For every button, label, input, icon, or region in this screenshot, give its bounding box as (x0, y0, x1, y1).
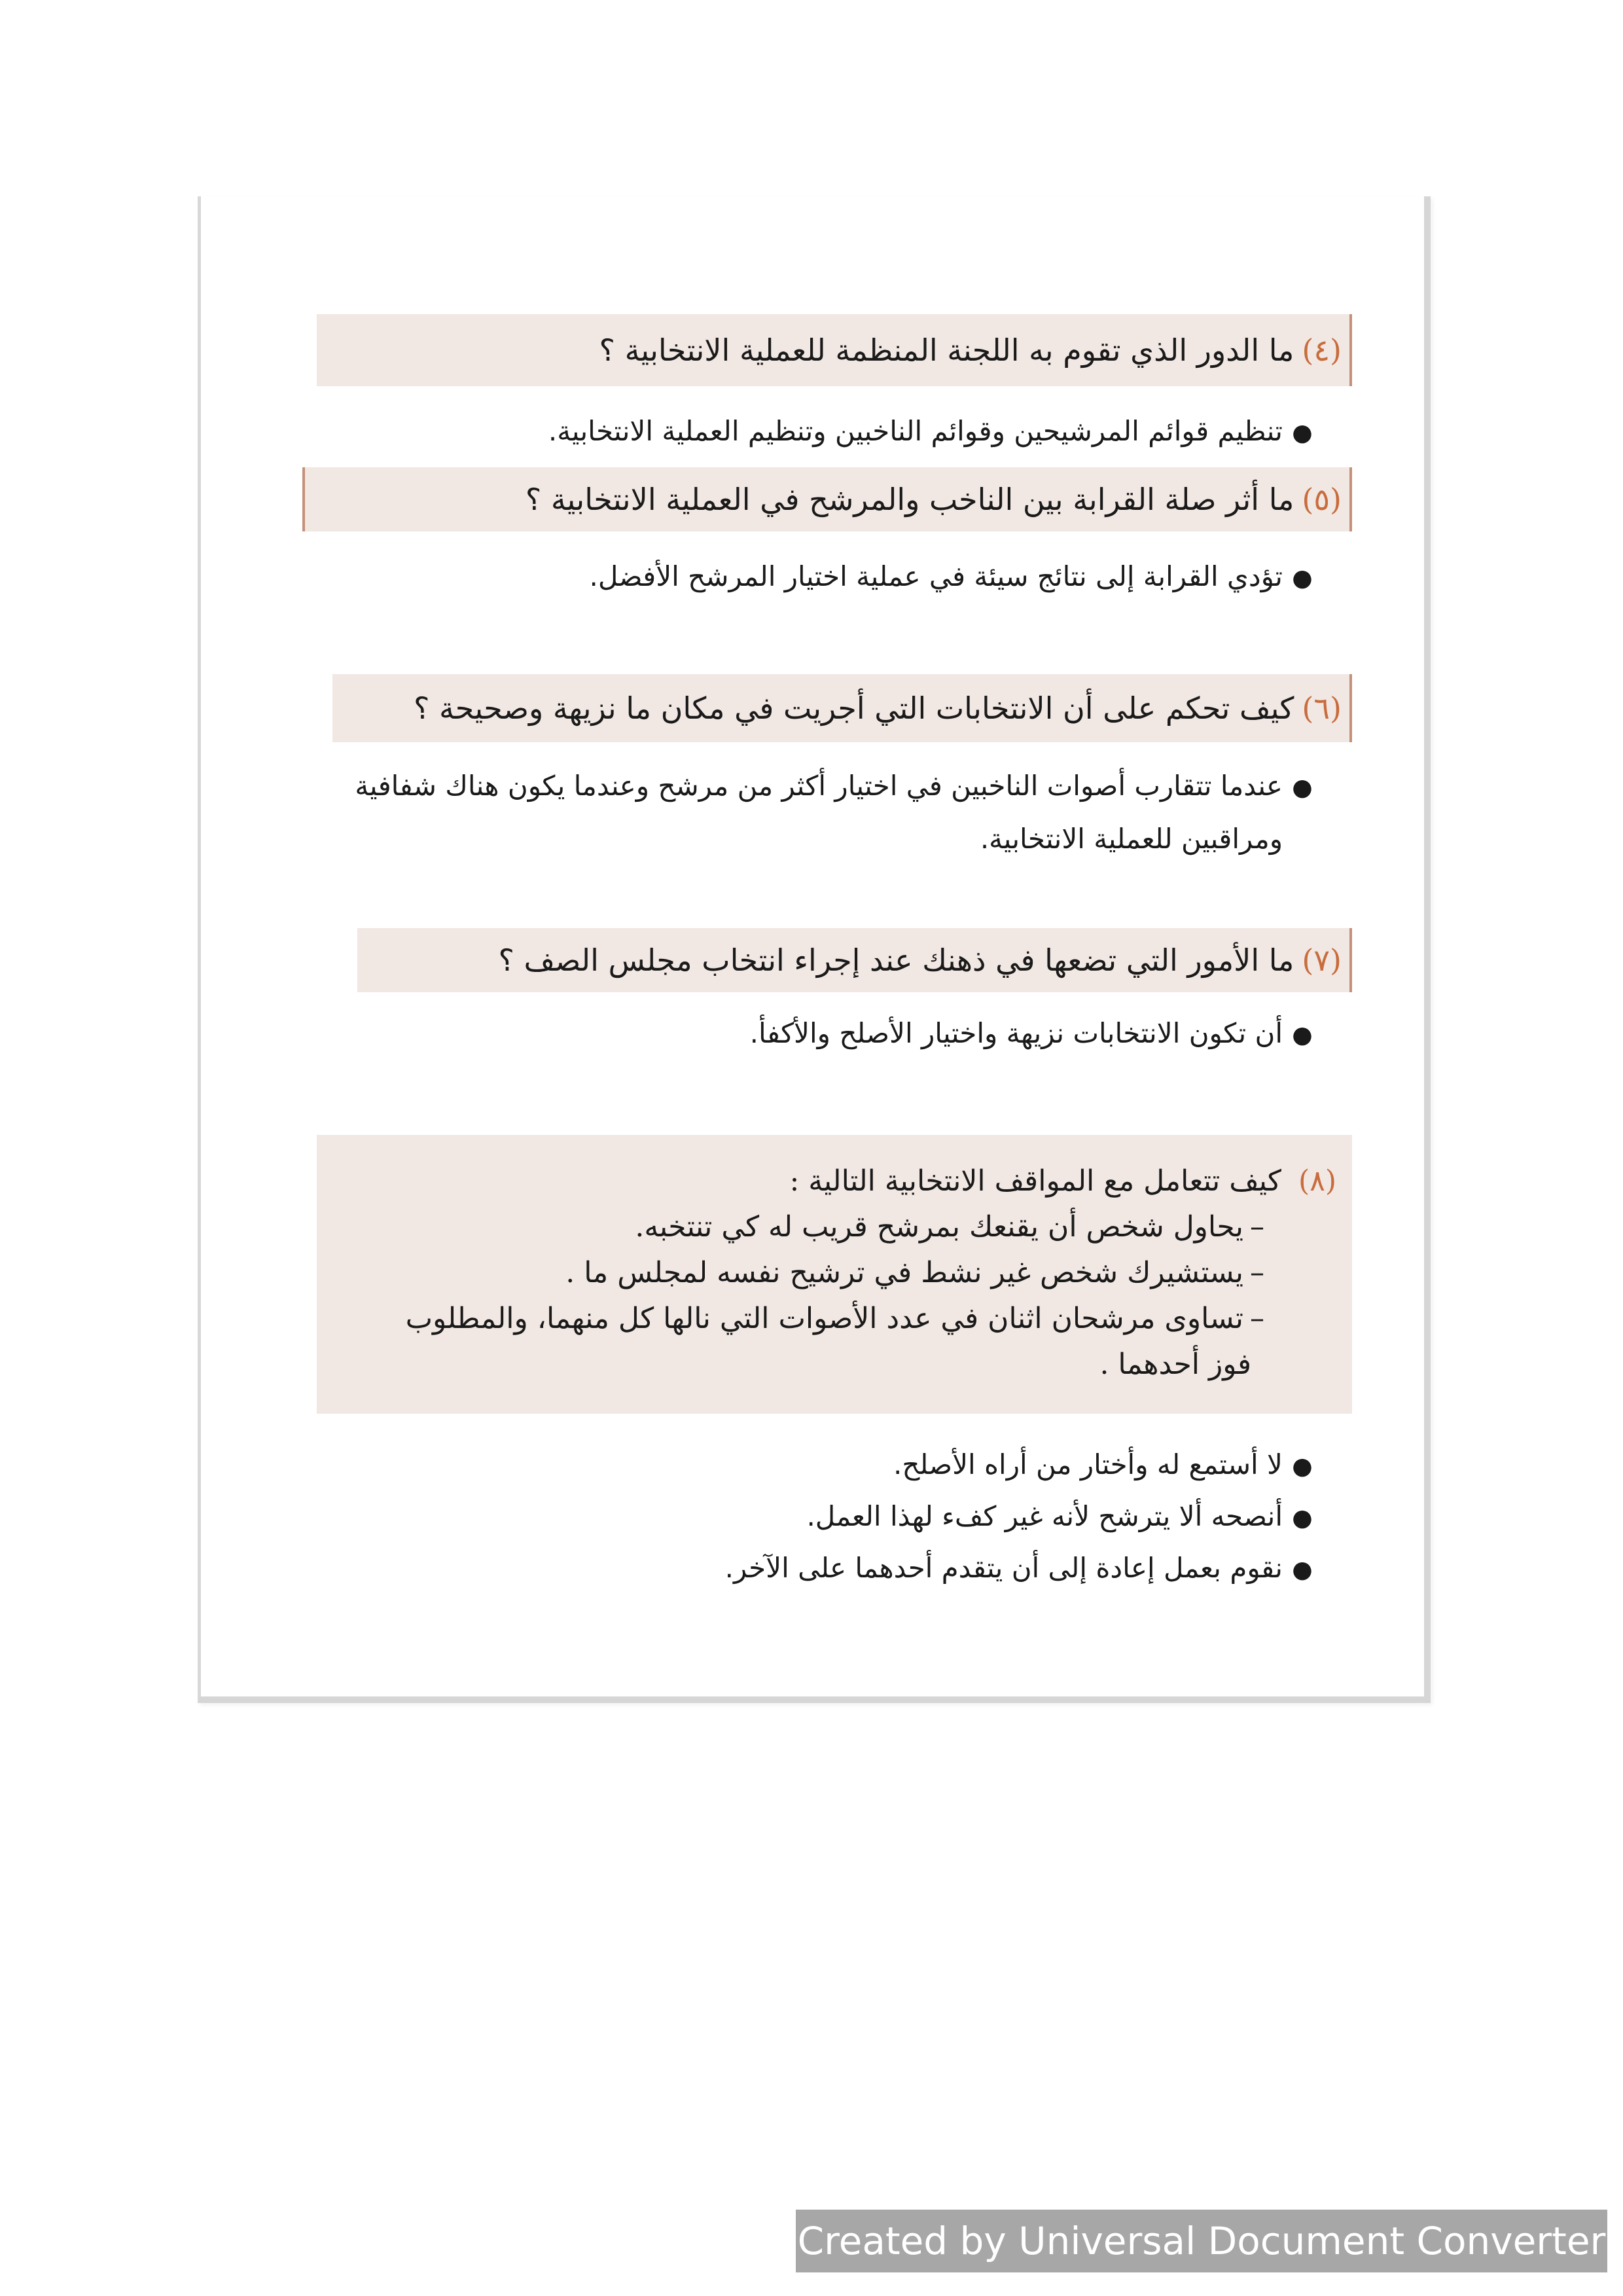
question-number: (٤) (1302, 332, 1342, 368)
bullet: ● (1292, 1505, 1313, 1532)
answer-text: تنظيم قوائم المرشيحين وقوائم الناخبين وتنظيم العملية الانتخابية. (548, 415, 1283, 447)
bullet: ● (1292, 565, 1313, 592)
question-8-heading (327, 1158, 1336, 1204)
situation-text: تساوى مرشحان اثنان في عدد الأصوات التي نالها كل منهما، والمطلوب (405, 1302, 1243, 1335)
question-8-box (317, 1135, 1352, 1414)
bullet: ● (1292, 1556, 1313, 1583)
question-7-header (357, 928, 1352, 992)
situation-continuation: فوز أحدهما . (1099, 1348, 1251, 1381)
dash: – (1250, 1210, 1264, 1244)
answer-text: عندما تتقارب أصوات الناخبين في اختيار أكثر من مرشح وعندما يكون هناك شفافية (355, 770, 1283, 802)
question-number: (٨) (1298, 1164, 1336, 1198)
bullet: ● (1292, 1022, 1313, 1049)
question-7-answer (317, 1008, 1322, 1061)
question-5-header (302, 467, 1352, 531)
question-number: (٦) (1302, 691, 1342, 726)
situation-text: يستشيرك شخص غير نشط في ترشيح نفسه لمجلس ما . (565, 1256, 1243, 1289)
question-8-answers (317, 1440, 1322, 1595)
bullet: ● (1292, 1453, 1313, 1480)
bullet: ● (1292, 774, 1313, 801)
question-text: كيف تحكم على أن الانتخابات التي أجريت في مكان ما نزيهة وصحيحة ؟ (414, 691, 1294, 726)
question-4-answer (317, 406, 1322, 459)
bullet: ● (1292, 420, 1313, 446)
question-text: ما الأمور التي تضعها في ذهنك عند إجراء انتخاب مجلس الصف ؟ (498, 942, 1294, 978)
question-text: ما أثر صلة القرابة بين الناخب والمرشح في العملية الانتخابية ؟ (525, 482, 1294, 517)
answer-text: لا أستمع له وأختار من أراه الأصلح. (893, 1448, 1283, 1480)
question-6-header (332, 674, 1352, 742)
answer-text: تؤدي القرابة إلى نتائج سيئة في عملية اختيار المرشح الأفضل. (589, 560, 1283, 592)
dash: – (1250, 1256, 1264, 1289)
situation-item (327, 1296, 1336, 1342)
question-6-answer (321, 761, 1322, 865)
question-text: كيف تتعامل مع المواقف الانتخابية التالية : (789, 1164, 1282, 1198)
answer-continuation: ومراقبين للعملية الانتخابية. (980, 823, 1283, 855)
question-5-answer (317, 551, 1322, 604)
answer-text: أنصحه ألا يترشح لأنه غير كفء لهذا العمل. (806, 1500, 1283, 1532)
question-4-header (317, 314, 1352, 386)
dash: – (1250, 1302, 1264, 1335)
question-number: (٥) (1302, 482, 1342, 517)
answer-text: أن تكون الانتخابات نزيهة واختيار الأصلح والأكفأ. (749, 1017, 1283, 1049)
situation-item (327, 1250, 1336, 1296)
footer-banner: Created by Universal Document Converter (796, 2210, 1607, 2272)
answer-text: نقوم بعمل إعادة إلى أن يتقدم أحدهما على الآخر. (724, 1552, 1283, 1584)
question-text: ما الدور الذي تقوم به اللجنة المنظمة للعملية الانتخابية ؟ (599, 332, 1294, 368)
situation-item (327, 1204, 1336, 1250)
situation-text: يحاول شخص أن يقنعك بمرشح قريب له كي تنتخبه. (635, 1210, 1243, 1244)
question-number: (٧) (1302, 942, 1342, 978)
